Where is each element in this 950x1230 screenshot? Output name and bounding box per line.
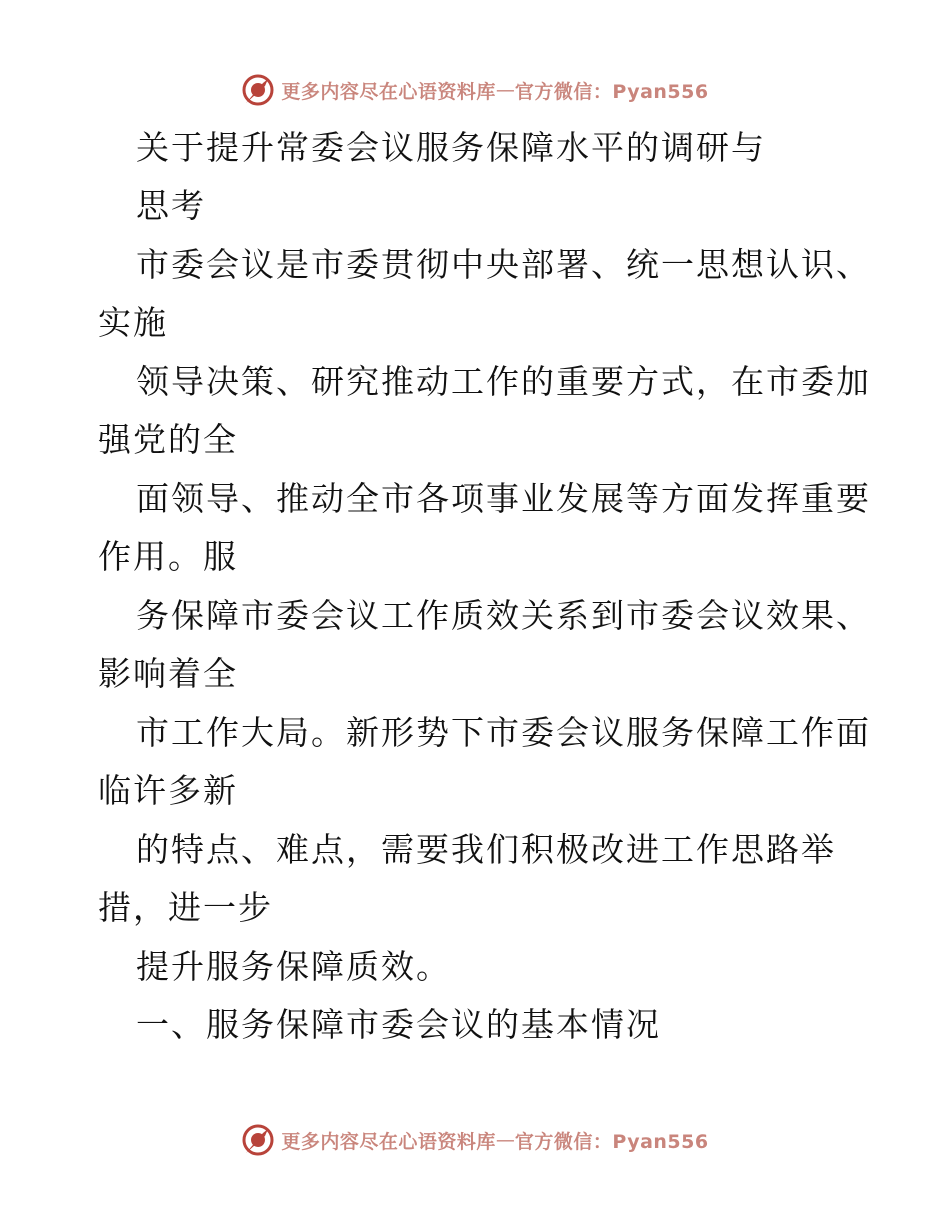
paragraph-line: 的特点、难点，需要我们积极改进工作思路举 xyxy=(136,830,836,869)
paragraph-line: 强党的全 xyxy=(98,420,238,459)
paragraph-line: 提升服务保障质效。 xyxy=(136,947,451,986)
document-title-line-1: 关于提升常委会议服务保障水平的调研与 xyxy=(136,128,766,167)
watermark-dash: — xyxy=(495,1129,515,1151)
paragraph-line: 临许多新 xyxy=(98,771,238,810)
paragraph-line: 作用。服 xyxy=(98,537,238,576)
watermark-main-text: 更多内容尽在心语资料库 xyxy=(281,80,496,103)
paragraph-line: 务保障市委会议工作质效关系到市委会议效果、 xyxy=(136,596,871,635)
section-heading: 一、服务保障市委会议的基本情况 xyxy=(136,1005,661,1044)
paragraph-line: 措，进一步 xyxy=(98,888,273,927)
paragraph-line: 影响着全 xyxy=(98,654,238,693)
watermark-sub-text: 官方微信：Pyan556 xyxy=(514,80,709,103)
watermark-banner-bottom xyxy=(0,1120,950,1160)
paragraph-line: 领导决策、研究推动工作的重要方式，在市委加 xyxy=(136,362,871,401)
pen-seal-icon xyxy=(241,73,275,107)
watermark-sub-text: 官方微信：Pyan556 xyxy=(514,1130,709,1153)
paragraph-line: 市委会议是市委贯彻中央部署、统一思想认识、 xyxy=(136,245,871,284)
watermark-dash: — xyxy=(495,79,515,101)
pen-seal-icon xyxy=(241,1123,275,1157)
paragraph-line: 实施 xyxy=(98,303,168,342)
document-title-line-2: 思考 xyxy=(136,186,206,225)
watermark-main-text: 更多内容尽在心语资料库 xyxy=(281,1130,496,1153)
paragraph-line: 市工作大局。新形势下市委会议服务保障工作面 xyxy=(136,713,871,752)
watermark-banner-top xyxy=(0,70,950,110)
paragraph-line: 面领导、推动全市各项事业发展等方面发挥重要 xyxy=(136,479,871,518)
